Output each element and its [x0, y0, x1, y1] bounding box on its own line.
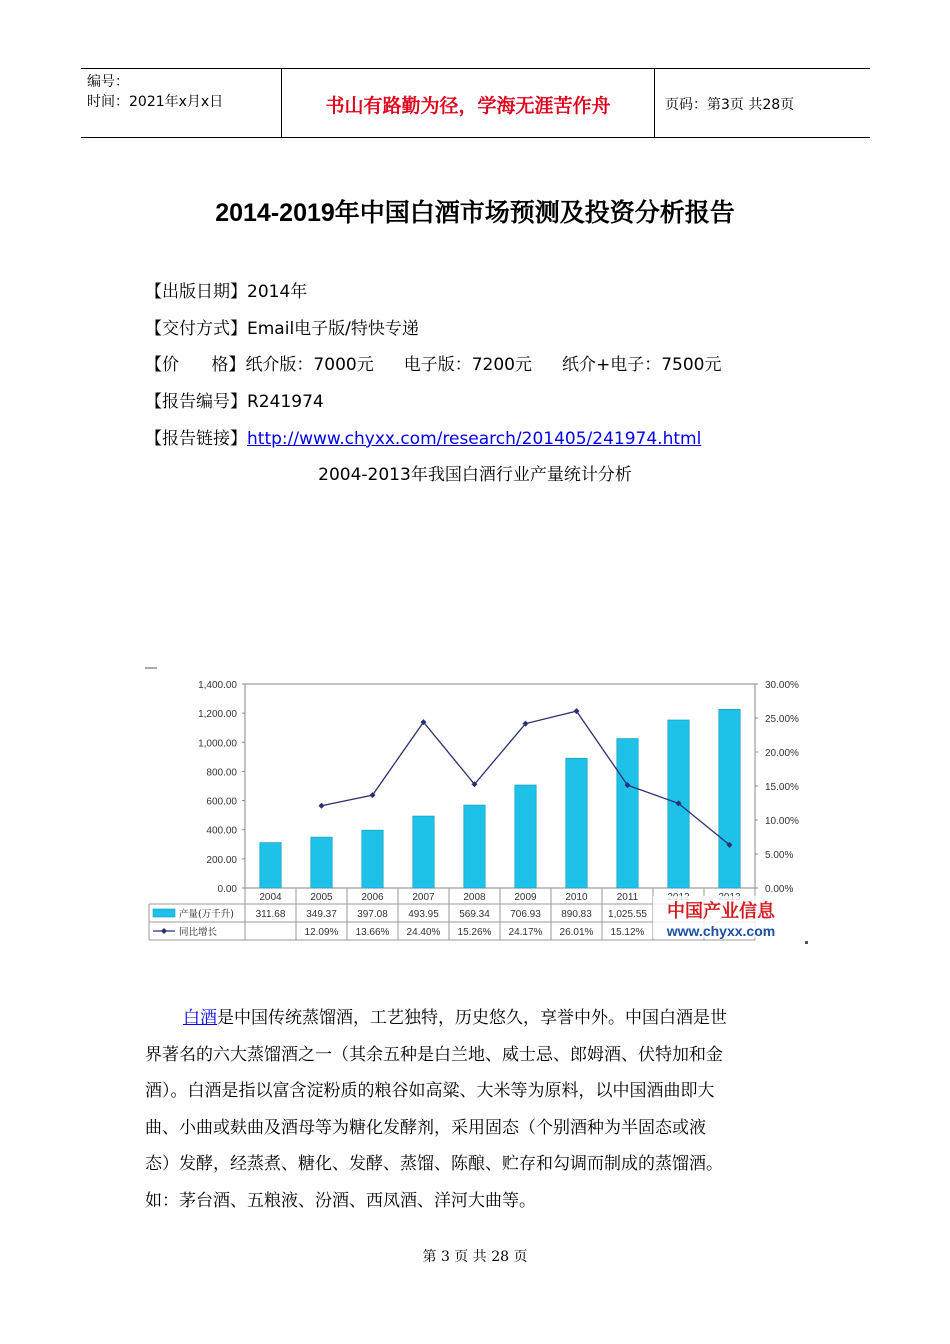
bar	[362, 830, 383, 888]
y-right-tick-label: 0.00%	[765, 884, 794, 895]
y-right-tick-label: 20.00%	[765, 748, 799, 759]
meta-date	[145, 277, 307, 302]
growth-data-label: 15.12%	[610, 927, 645, 938]
production-chart	[145, 664, 810, 949]
y-right-tick-label: 30.00%	[765, 680, 799, 691]
page-footer: 第 3 页 共 28 页	[422, 1249, 528, 1265]
y-left-tick-label: 600.00	[206, 796, 237, 808]
growth-data-label: 24.40%	[406, 927, 441, 938]
paragraph-line-3: 酒）。白酒是指以富含淀粉质的粮谷如高粱、大米等为原料，以中国酒曲即大	[145, 1081, 715, 1101]
page-header	[81, 68, 870, 138]
motto: 书山有路勤为径，学海无涯苦作舟	[325, 95, 611, 117]
y-right-tick-label: 10.00%	[765, 816, 799, 827]
bar-data-label: 890.83	[561, 909, 592, 920]
paragraph-line-2: 界著名的六大蒸馏酒之一（其余五种是白兰地、威士忌、郎姆酒、伏特加和金	[145, 1044, 723, 1065]
x-tick-label: 2010	[565, 892, 588, 903]
body-paragraph	[145, 1000, 805, 1219]
y-left-tick-label: 0.00	[217, 884, 237, 895]
chart-caption: 2004-2013年我国白酒行业产量统计分析	[318, 465, 632, 485]
header-info-cell	[81, 69, 282, 137]
baijiu-link[interactable]: 白酒	[183, 1008, 217, 1028]
meta-price-combo: 纸介+电子：7500元	[561, 355, 722, 375]
x-tick-label: 2008	[463, 892, 486, 903]
meta-delivery	[145, 314, 419, 339]
growth-data-label: 13.66%	[355, 927, 390, 938]
header-page-cell	[655, 69, 870, 137]
meta-link-label: 【报告链接】	[145, 429, 247, 449]
bar	[260, 843, 281, 888]
bar-data-label: 706.93	[510, 909, 541, 920]
meta-price-label: 【价 格】	[145, 355, 246, 375]
meta-date-value: 2014年	[247, 282, 308, 302]
report-title: 2014-2019年中国白酒市场预测及投资分析报告	[215, 199, 735, 227]
meta-price-electronic: 电子版：7200元	[403, 355, 532, 375]
bar-data-label: 397.08	[357, 909, 388, 920]
meta-code	[145, 387, 324, 412]
bar	[311, 837, 332, 888]
meta-code-value: R241974	[247, 392, 324, 412]
bar-data-label: 311.68	[255, 909, 286, 920]
x-tick-label: 2004	[259, 892, 282, 903]
paragraph-line-1-text: 是中国传统蒸馏酒，工艺独特，历史悠久，享誉中外。中国白酒是世	[217, 1008, 727, 1028]
y-left-tick-label: 800.00	[206, 767, 237, 779]
header-motto-cell	[282, 69, 655, 137]
meta-delivery-label: 【交付方式】	[145, 319, 247, 339]
meta-delivery-value: Email电子版/特快专递	[247, 319, 419, 339]
y-left-tick-label: 1,400.00	[198, 680, 237, 691]
number-label: 编号：	[87, 74, 129, 90]
page-info: 页码：第3页 共28页	[665, 97, 795, 113]
x-tick-label: 2011	[616, 892, 639, 903]
y-left-tick-label: 1,200.00	[198, 709, 237, 721]
meta-link	[145, 424, 701, 449]
growth-data-label: 15.26%	[457, 927, 492, 938]
x-tick-label: 2007	[412, 892, 435, 903]
bar	[719, 709, 740, 888]
growth-data-label: 26.01%	[559, 927, 594, 938]
x-tick-label: 2009	[514, 892, 537, 903]
meta-code-label: 【报告编号】	[145, 392, 247, 412]
growth-point	[319, 803, 325, 809]
y-left-tick-label: 400.00	[206, 825, 237, 837]
paragraph-line-6: 如：茅台酒、五粮液、汾酒、西凤酒、洋河大曲等。	[145, 1190, 536, 1211]
growth-data-label: 24.17%	[508, 927, 543, 938]
y-left-tick-label: 1,000.00	[198, 738, 237, 750]
paragraph-line-1	[145, 1000, 805, 1037]
legend-line-marker	[161, 928, 167, 934]
bar	[464, 805, 485, 888]
legend-bar-label: 产量(万千升)	[179, 909, 234, 920]
bar-data-label: 493.95	[408, 909, 439, 920]
time-label: 时间：2021年x月x日	[87, 94, 224, 110]
growth-data-label: 12.09%	[304, 927, 339, 938]
paragraph-line-4: 曲、小曲或麸曲及酒母等为糖化发酵剂，采用固态（个别酒种为半固态或液	[145, 1117, 706, 1138]
bar	[413, 816, 434, 888]
corner-dot	[805, 941, 808, 944]
bar	[617, 739, 638, 888]
paragraph-line-5: 态）发酵，经蒸煮、糖化、发酵、蒸馏、陈酿、贮存和勾调而制成的蒸馏酒。	[145, 1154, 723, 1174]
meta-price-paper: 纸介版：7000元	[245, 355, 374, 375]
bar	[566, 758, 587, 888]
bar-data-label: 349.37	[306, 909, 337, 920]
meta-date-label: 【出版日期】	[145, 282, 247, 302]
y-right-tick-label: 15.00%	[765, 782, 799, 793]
legend-bar-swatch	[153, 909, 175, 917]
legend-line-label: 同比增长	[179, 927, 218, 938]
y-left-tick-label: 200.00	[206, 854, 237, 866]
x-tick-label: 2006	[361, 892, 384, 903]
x-tick-label: 2005	[310, 892, 333, 903]
bar-data-label: 1,025.55	[608, 909, 647, 920]
bar	[515, 785, 536, 888]
watermark-logo-text: 中国产业信息	[667, 901, 775, 922]
bar-data-label: 569.34	[459, 909, 490, 920]
watermark-url: www.chyxx.com	[666, 923, 776, 939]
meta-price	[145, 350, 721, 375]
y-right-tick-label: 5.00%	[765, 850, 794, 861]
report-link[interactable]: http://www.chyxx.com/research/201405/241974.html	[247, 429, 702, 449]
y-right-tick-label: 25.00%	[765, 714, 799, 725]
